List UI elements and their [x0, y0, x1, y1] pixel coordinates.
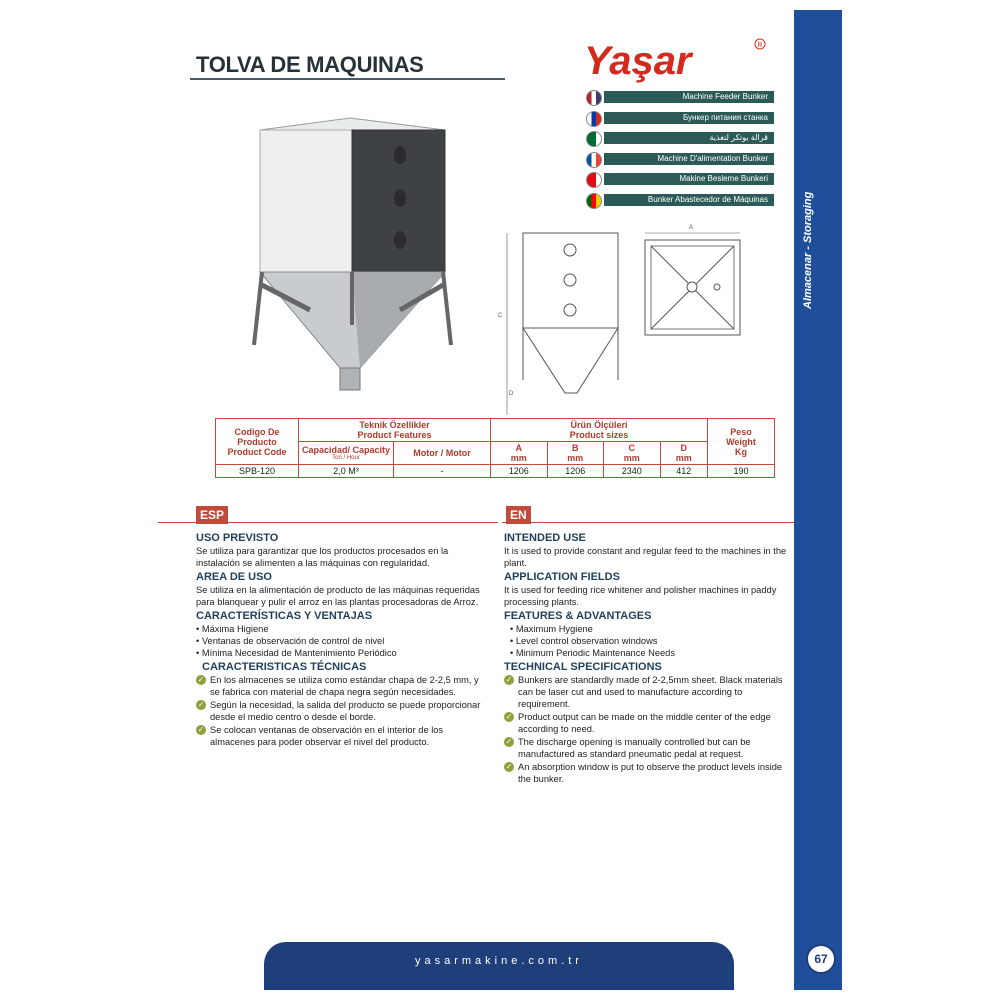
list-item — [504, 761, 796, 785]
list-item: • Mínima Necesidad de Mantenimiento Periódico — [196, 647, 488, 659]
svg-text:R: R — [757, 42, 763, 49]
cell-motor: - — [394, 465, 491, 478]
dim-c-label: C — [498, 313, 503, 319]
th-d-unit: mm — [675, 453, 692, 463]
th-a: A — [515, 443, 522, 453]
esp-area-heading: AREA DE USO — [196, 571, 272, 583]
language-row-tr — [586, 172, 786, 186]
list-item: • Level control observation windows — [510, 635, 796, 647]
en-tec-4: An absorption window is put to observe the product levels inside the bunker. — [518, 762, 783, 784]
technical-drawing — [495, 215, 765, 415]
th-weight-1: Peso — [730, 426, 752, 437]
list-item: • Minimum Periodic Maintenance Needs — [510, 647, 796, 659]
th-sizes-2: Product sizes — [569, 430, 629, 440]
esp-tec-heading: CARACTERISTICAS TÉCNICAS — [202, 661, 367, 673]
th-d: D — [680, 443, 688, 453]
cell-capacity: 2,0 M³ — [299, 465, 394, 478]
sa-flag-icon — [586, 131, 602, 147]
fr-flag-icon — [586, 152, 602, 168]
list-item — [196, 724, 488, 748]
th-motor: Motor / Motor — [413, 448, 471, 458]
list-item — [504, 711, 796, 735]
language-label: Makine Besleme Bunkeri — [604, 173, 774, 185]
spec-table — [215, 418, 775, 478]
th-b-unit: mm — [567, 453, 584, 463]
tr-flag-icon — [586, 172, 602, 188]
page-number: 67 — [806, 944, 836, 974]
list-item — [504, 736, 796, 760]
esp-tec-1: En los almacenes se utiliza como estándar chapa de 2-2,5 mm, y se fabrica con material de chapa negra según necesidades. — [210, 675, 479, 697]
dim-a-label: A — [689, 225, 694, 231]
en-uso-text: It is used to provide constant and regular feed to the machines in the plant. — [504, 546, 787, 568]
esp-tag: ESP — [196, 506, 228, 524]
esp-column — [196, 530, 488, 749]
check-icon: ✓ — [505, 762, 513, 771]
us-flag-icon — [586, 90, 602, 106]
esp-uso-heading: USO PREVISTO — [196, 532, 279, 544]
check-icon: ✓ — [505, 712, 513, 721]
esp-tec-3: Se colocan ventanas de observación en el interior de los almacenes para poder observar el nivel del producto. — [210, 725, 444, 747]
list-item: • Máxima Higiene — [196, 623, 488, 635]
side-band — [794, 10, 842, 990]
th-code-3: Product Code — [227, 446, 287, 457]
cell-weight: 190 — [708, 465, 775, 478]
list-item — [196, 674, 488, 698]
side-label: Almacenar - Storaging — [802, 191, 814, 309]
th-capacity-unit: Ton / Hour — [332, 455, 360, 461]
dim-d-label: D — [509, 391, 514, 397]
en-tec-1: Bunkers are standardly made of 2-2,5mm sheet. Black materials can be laser cut and used to manufacture according to requirement. — [518, 675, 783, 709]
list-item — [504, 674, 796, 710]
cell-code: SPB-120 — [216, 465, 299, 478]
th-features-1: Teknik Özellikler — [359, 420, 430, 430]
en-tec-3: The discharge opening is manually controlled but can be manufactured as standard pneumatic pedal at request. — [518, 737, 751, 759]
language-label: قرالة بوتكر لتغذية — [604, 132, 774, 144]
en-area-heading: APPLICATION FIELDS — [504, 571, 620, 583]
en-column — [504, 530, 796, 786]
en-tec-2: Product output can be made on the middle center of the edge according to need. — [518, 712, 771, 734]
th-code-2: Producto — [237, 436, 277, 447]
th-c-unit: mm — [623, 453, 640, 463]
cell-a: 1206 — [491, 465, 548, 478]
footer-url[interactable]: yasarmakine.com.tr — [264, 942, 734, 990]
language-row-ru — [586, 111, 786, 125]
en-divider — [502, 522, 794, 523]
cell-c: 2340 — [604, 465, 661, 478]
esp-area-text: Se utiliza en la alimentación de producto de las máquinas requeridas para blanquear y pulir el arroz en las plantas procesadoras de Arroz. — [196, 585, 480, 607]
pt-flag-icon — [586, 193, 602, 209]
title-underline — [190, 78, 505, 80]
check-icon: ✓ — [505, 675, 513, 684]
th-c: C — [628, 443, 636, 453]
language-row-pt — [586, 193, 786, 207]
page-title: TOLVA DE MAQUINAS — [196, 52, 424, 77]
svg-text:Yaşar: Yaşar — [584, 39, 692, 83]
esp-car-heading: CARACTERÍSTICAS Y VENTAJAS — [196, 610, 373, 622]
esp-uso-text: Se utiliza para garantizar que los productos procesados en la instalación se alimenten a las máquinas con regularidad. — [196, 546, 449, 568]
list-item: • Ventanas de observación de control de nivel — [196, 635, 488, 647]
en-car-heading: FEATURES & ADVANTAGES — [504, 610, 652, 622]
th-b: B — [572, 443, 579, 453]
en-area-text: It is used for feeding rice whitener and polisher machines in paddy processing plants. — [504, 585, 777, 607]
ru-flag-icon — [586, 111, 602, 127]
bunker-product-image — [240, 110, 470, 400]
language-row-sa — [586, 131, 786, 145]
th-a-unit: mm — [510, 453, 527, 463]
list-item — [196, 699, 488, 723]
list-item: • Maximum Hygiene — [510, 623, 796, 635]
cell-d: 412 — [660, 465, 707, 478]
language-label: Machine Feeder Bunker — [604, 91, 774, 103]
check-icon: ✓ — [197, 700, 205, 709]
language-label: Бункер питания станка — [604, 112, 774, 124]
en-tec-heading: TECHNICAL SPECIFICATIONS — [504, 661, 662, 673]
th-capacity: Capacidad/ Capacity — [301, 445, 391, 455]
en-tag: EN — [506, 506, 531, 524]
language-label: Bunker Abastecedor de Máquinas — [604, 194, 774, 206]
th-code-1: Codigo De — [234, 426, 280, 437]
yasar-logo — [582, 36, 772, 84]
th-weight-3: Kg — [735, 446, 747, 457]
language-row-us — [586, 90, 786, 104]
esp-tec-2: Según la necesidad, la salida del producto se puede proporcionar desde el medio centro o desde el borde. — [210, 700, 481, 722]
check-icon: ✓ — [197, 675, 205, 684]
language-label: Machine D'alimentation Bunker — [604, 153, 774, 165]
language-row-fr — [586, 152, 786, 166]
cell-b: 1206 — [547, 465, 604, 478]
th-sizes-1: Ürün Ölçüleri — [570, 420, 628, 430]
th-weight-2: Weight — [726, 436, 756, 447]
table-row — [216, 465, 775, 478]
en-uso-heading: INTENDED USE — [504, 532, 586, 544]
check-icon: ✓ — [505, 737, 513, 746]
th-features-2: Product Features — [357, 430, 432, 440]
check-icon: ✓ — [197, 725, 205, 734]
